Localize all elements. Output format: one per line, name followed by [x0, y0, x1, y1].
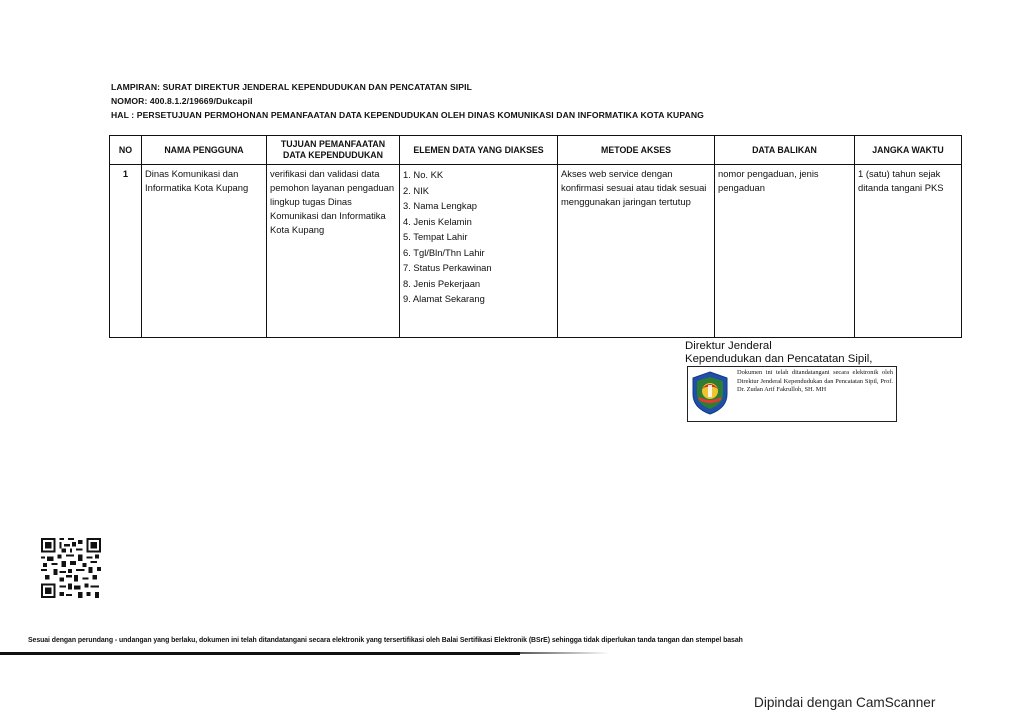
signature-title-2: Kependudukan dan Pencatatan Sipil, — [685, 353, 873, 365]
table-header-row — [110, 136, 962, 165]
elemen-list — [403, 167, 554, 307]
cell-jangka-waktu: 1 (satu) tahun sejak ditanda tangani PKS — [855, 165, 962, 338]
footer-rule — [0, 652, 520, 655]
col-header-data-balikan: DATA BALIKAN — [715, 136, 855, 165]
cell-tujuan: verifikasi dan validasi data pemohon layanan pengaduan lingkup tugas Dinas Komunikasi dan Informatika Kota Kupang — [267, 165, 400, 338]
list-item: 5. Tempat Lahir — [403, 231, 468, 242]
header-lampiran: LAMPIRAN: SURAT DIREKTUR JENDERAL KEPENDUDUKAN DAN PENCATATAN SIPIL — [111, 82, 472, 92]
list-item: 7. Status Perkawinan — [403, 262, 492, 273]
header-hal: HAL : PERSETUJUAN PERMOHONAN PEMANFAATAN DATA KEPENDUDUKAN OLEH DINAS KOMUNIKASI DAN INFORMATIKA KOTA KUPANG — [111, 110, 704, 120]
list-item: 9. Alamat Sekarang — [403, 293, 485, 304]
scanner-watermark: Dipindai dengan CamScanner — [754, 695, 936, 710]
cell-elemen — [400, 165, 558, 338]
list-item: 6. Tgl/Bln/Thn Lahir — [403, 246, 485, 258]
garuda-seal-icon — [690, 370, 730, 416]
cell-no: 1 — [110, 165, 142, 338]
cell-data-balikan: nomor pengaduan, jenis pengaduan — [715, 165, 855, 338]
footer-rule-fade — [520, 652, 610, 654]
electronic-signature-text: Dokumen ini telah ditandatangani secara elektronik oleh Direktur Jenderal Kependudukan dan Pencatatan Sipil, Prof. Dr. Zudan Arif Fakrulloh, SH. MH — [737, 369, 893, 394]
qr-code-icon — [41, 538, 101, 598]
col-header-no: NO — [110, 136, 142, 165]
col-header-elemen: ELEMEN DATA YANG DIAKSES — [400, 136, 558, 165]
col-header-metode: METODE AKSES — [558, 136, 715, 165]
electronic-signature-box — [687, 366, 897, 422]
list-item: 1. No. KK — [403, 169, 444, 180]
col-header-nama-pengguna: NAMA PENGGUNA — [142, 136, 267, 165]
col-header-tujuan: TUJUAN PEMANFAATAN DATA KEPENDUDUKAN — [267, 136, 400, 165]
cell-metode: Akses web service dengan konfirmasi sesuai atau tidak sesuai menggunakan jaringan tertutup — [558, 165, 715, 338]
cell-nama-pengguna: Dinas Komunikasi dan Informatika Kota Kupang — [142, 165, 267, 338]
table-row — [110, 165, 962, 338]
header-nomor: NOMOR: 400.8.1.2/19669/Dukcapil — [111, 96, 253, 106]
list-item: 3. Nama Lengkap — [403, 200, 478, 211]
list-item: 4. Jenis Kelamin — [403, 215, 472, 227]
col-header-jangka-waktu: JANGKA WAKTU — [855, 136, 962, 165]
list-item: 2. NIK — [403, 184, 430, 196]
list-item: 8. Jenis Pekerjaan — [403, 277, 481, 289]
signature-block — [685, 340, 872, 366]
signature-title-1: Direktur Jenderal — [685, 340, 772, 352]
legal-footer-note: Sesuai dengan perundang - undangan yang berlaku, dokumen ini telah ditandatangani secara elektronik yang tersertifikasi oleh Balai Sertifikasi Elektronik (BSrE) sehingga tidak diperlukan tanda tangan dan stempel basah — [28, 637, 743, 644]
data-access-table — [109, 135, 962, 338]
